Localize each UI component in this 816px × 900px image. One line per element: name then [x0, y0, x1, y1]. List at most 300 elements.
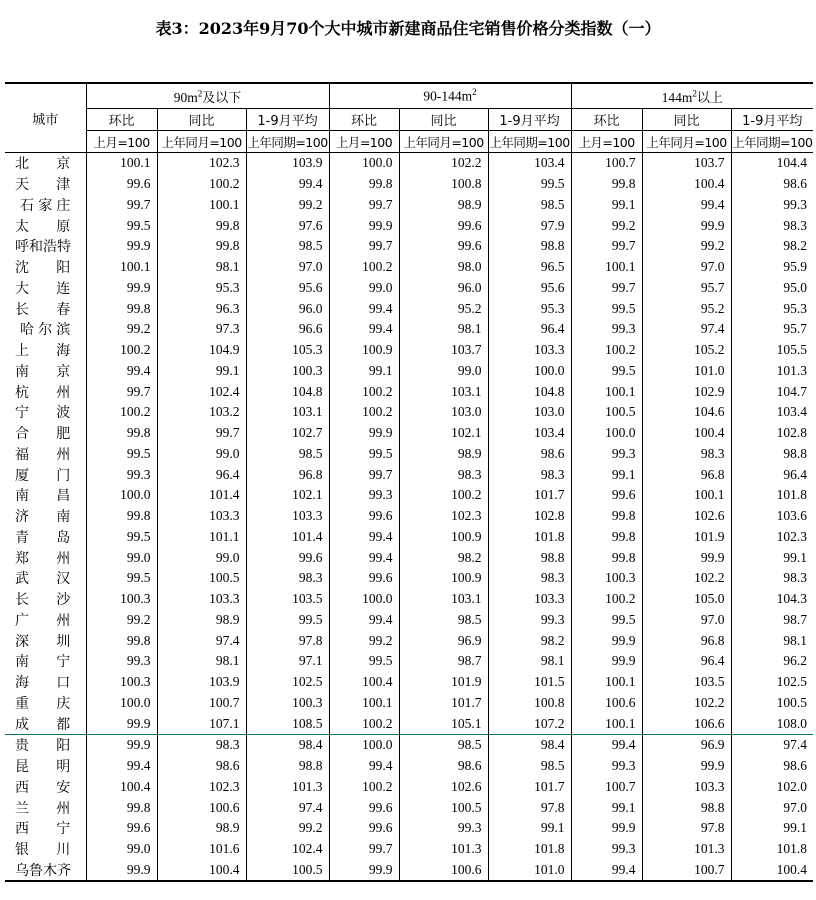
90to144-ytd-cell: 100.0: [488, 361, 571, 382]
90to144-ytd-cell: 101.7: [488, 485, 571, 506]
90to144-yoy-cell: 102.6: [399, 777, 488, 798]
prev-year-period-base-label: 上年同期=100: [488, 131, 571, 153]
90to144-yoy-cell: 101.7: [399, 693, 488, 714]
under90-mom-cell: 99.8: [86, 797, 157, 818]
under90-mom-cell: 100.0: [86, 693, 157, 714]
table-row: [5, 672, 813, 693]
under90-ytd-cell: 99.2: [246, 818, 329, 839]
over144-ytd-cell: 104.4: [731, 153, 813, 174]
90to144-mom-cell: 99.7: [329, 195, 399, 216]
group-label-sup: 2: [472, 87, 477, 98]
90to144-mom-cell: 99.4: [329, 610, 399, 631]
over144-ytd-cell: 102.5: [731, 672, 813, 693]
under90-mom-cell: 100.4: [86, 777, 157, 798]
under90-ytd-cell: 97.1: [246, 651, 329, 672]
90to144-ytd-cell: 98.1: [488, 651, 571, 672]
under90-mom-cell: 99.4: [86, 756, 157, 777]
over144-mom-cell: 99.3: [571, 444, 642, 465]
city-cell: [5, 423, 98, 444]
90to144-mom-cell: 100.0: [329, 735, 399, 756]
under90-mom-cell: 99.7: [86, 381, 157, 402]
under90-mom-cell: 99.8: [86, 630, 157, 651]
city-cell: [5, 153, 98, 174]
city-cell: [5, 174, 98, 195]
under90-yoy-cell: 103.9: [157, 672, 246, 693]
table-row: [5, 236, 813, 257]
city-name: 哈尔滨: [20, 322, 75, 339]
city-cell: [5, 257, 98, 278]
city-cell: [5, 797, 98, 818]
city-cell: [5, 610, 98, 631]
group-label: 90-144m: [423, 88, 473, 104]
city-cell: [5, 568, 98, 589]
over144-mom-cell: 100.7: [571, 153, 642, 174]
over144-ytd-cell: 103.6: [731, 506, 813, 527]
under90-yoy-cell: 98.6: [157, 756, 246, 777]
under90-ytd-cell: 98.5: [246, 444, 329, 465]
table-row: [5, 610, 813, 631]
table-row: [5, 630, 813, 651]
city-cell: [5, 777, 98, 798]
group-label-sup: 2: [692, 88, 697, 98]
90to144-yoy-cell: 98.3: [399, 464, 488, 485]
over144-ytd-cell: 104.7: [731, 381, 813, 402]
under90-yoy-cell: 107.1: [157, 713, 246, 734]
under90-ytd-cell: 105.3: [246, 340, 329, 361]
90to144-mom-cell: 99.2: [329, 630, 399, 651]
90to144-mom-cell: 99.9: [329, 423, 399, 444]
under90-mom-cell: 99.8: [86, 506, 157, 527]
under90-ytd-cell: 97.4: [246, 797, 329, 818]
city-name: 昆明: [15, 759, 98, 776]
90to144-ytd-cell: 100.8: [488, 693, 571, 714]
90to144-ytd-cell: 101.8: [488, 839, 571, 860]
under90-mom-cell: 99.6: [86, 174, 157, 195]
over144-mom-cell: 99.1: [571, 195, 642, 216]
90to144-mom-cell: 99.4: [329, 547, 399, 568]
90to144-ytd-cell: 101.0: [488, 860, 571, 882]
90to144-mom-cell: 99.6: [329, 797, 399, 818]
city-name: 西安: [15, 779, 98, 796]
90to144-mom-cell: 99.4: [329, 527, 399, 548]
city-name: 成都: [15, 716, 98, 733]
90to144-mom-cell: 100.1: [329, 693, 399, 714]
90to144-ytd-cell: 98.4: [488, 735, 571, 756]
90to144-mom-cell: 99.0: [329, 278, 399, 299]
city-cell: [5, 506, 98, 527]
90to144-yoy-cell: 99.6: [399, 215, 488, 236]
under90-mom-cell: 99.0: [86, 839, 157, 860]
group-label-sup: 2: [197, 88, 203, 98]
table-body: [5, 153, 813, 882]
under90-yoy-cell: 102.4: [157, 381, 246, 402]
under90-mom-cell: 99.9: [86, 236, 157, 257]
table-row: [5, 860, 813, 882]
city-name: 大连: [15, 280, 98, 297]
90to144-yoy-cell: 98.6: [399, 756, 488, 777]
over144-yoy-cell: 99.9: [642, 756, 731, 777]
over144-mom-cell: 99.8: [571, 174, 642, 195]
under90-mom-cell: 100.3: [86, 672, 157, 693]
city-name: 宁波: [15, 405, 98, 422]
under90-ytd-cell: 96.6: [246, 319, 329, 340]
90to144-mom-cell: 99.9: [329, 215, 399, 236]
over144-ytd-cell: 104.3: [731, 589, 813, 610]
city-name: 西宁: [15, 821, 98, 838]
90to144-mom-cell: 100.2: [329, 777, 399, 798]
over144-yoy-cell: 101.9: [642, 527, 731, 548]
over144-ytd-cell: 108.0: [731, 713, 813, 734]
over144-mom-cell: 99.6: [571, 485, 642, 506]
city-cell: [5, 319, 86, 340]
table-row: [5, 195, 813, 216]
90to144-mom-cell: 99.7: [329, 839, 399, 860]
over144-mom-cell: 99.4: [571, 860, 642, 882]
over144-yoy-cell: 100.4: [642, 423, 731, 444]
price-index-table: [5, 82, 813, 882]
under90-ytd-cell: 103.5: [246, 589, 329, 610]
table-row: [5, 423, 813, 444]
90to144-yoy-cell: 102.1: [399, 423, 488, 444]
table-row: [5, 797, 813, 818]
under90-ytd-cell: 103.1: [246, 402, 329, 423]
over144-yoy-cell: 102.2: [642, 693, 731, 714]
90to144-ytd-cell: 98.5: [488, 756, 571, 777]
under90-yoy-cell: 95.3: [157, 278, 246, 299]
under90-ytd-cell: 98.4: [246, 735, 329, 756]
city-cell: [5, 756, 98, 777]
90to144-yoy-cell: 101.9: [399, 672, 488, 693]
90to144-ytd-cell: 95.3: [488, 298, 571, 319]
over144-yoy-cell: 102.9: [642, 381, 731, 402]
yoy-column-header: 同比: [642, 109, 731, 131]
over144-yoy-cell: 95.7: [642, 278, 731, 299]
city-cell: [5, 361, 98, 382]
over144-yoy-cell: 101.0: [642, 361, 731, 382]
under90-yoy-cell: 97.3: [157, 319, 246, 340]
under90-yoy-cell: 99.8: [157, 236, 246, 257]
city-name: 南京: [15, 363, 98, 380]
under90-mom-cell: 100.3: [86, 589, 157, 610]
90to144-mom-cell: 99.4: [329, 319, 399, 340]
under90-mom-cell: 99.9: [86, 860, 157, 882]
under90-yoy-cell: 99.7: [157, 423, 246, 444]
90to144-yoy-cell: 100.5: [399, 797, 488, 818]
over144-yoy-cell: 96.4: [642, 651, 731, 672]
city-cell: [5, 818, 98, 839]
90to144-mom-cell: 100.9: [329, 340, 399, 361]
group-label-suffix: 以上: [696, 90, 723, 106]
under90-yoy-cell: 98.9: [157, 818, 246, 839]
90to144-ytd-cell: 98.8: [488, 547, 571, 568]
group-header-over-144: [571, 83, 813, 109]
over144-ytd-cell: 95.9: [731, 257, 813, 278]
city-name: 福州: [15, 446, 98, 463]
over144-mom-cell: 99.2: [571, 215, 642, 236]
under90-mom-cell: 99.3: [86, 464, 157, 485]
under90-mom-cell: 99.5: [86, 444, 157, 465]
90to144-yoy-cell: 98.2: [399, 547, 488, 568]
under90-yoy-cell: 100.7: [157, 693, 246, 714]
city-name: 上海: [15, 343, 98, 360]
90to144-yoy-cell: 103.0: [399, 402, 488, 423]
under90-ytd-cell: 102.1: [246, 485, 329, 506]
90to144-mom-cell: 99.8: [329, 174, 399, 195]
under90-ytd-cell: 99.5: [246, 610, 329, 631]
over144-mom-cell: 99.8: [571, 547, 642, 568]
yoy-column-header: 同比: [399, 109, 488, 131]
90to144-ytd-cell: 98.3: [488, 568, 571, 589]
table-row: [5, 756, 813, 777]
over144-ytd-cell: 100.5: [731, 693, 813, 714]
over144-ytd-cell: 97.0: [731, 797, 813, 818]
table-row: [5, 713, 813, 734]
over144-ytd-cell: 95.3: [731, 298, 813, 319]
under90-mom-cell: 99.3: [86, 651, 157, 672]
table-row: [5, 381, 813, 402]
over144-ytd-cell: 99.1: [731, 818, 813, 839]
over144-ytd-cell: 95.0: [731, 278, 813, 299]
under90-yoy-cell: 103.3: [157, 589, 246, 610]
yoy-column-header: 同比: [157, 109, 246, 131]
table-header: [5, 83, 813, 153]
group-label: 144m: [661, 89, 693, 105]
under90-yoy-cell: 99.1: [157, 361, 246, 382]
under90-mom-cell: 99.0: [86, 547, 157, 568]
90to144-ytd-cell: 96.4: [488, 319, 571, 340]
over144-yoy-cell: 97.8: [642, 818, 731, 839]
under90-mom-cell: 99.4: [86, 361, 157, 382]
over144-yoy-cell: 106.6: [642, 713, 731, 734]
city-cell: [5, 195, 86, 216]
under90-yoy-cell: 103.2: [157, 402, 246, 423]
city-name: 济南: [15, 509, 98, 526]
city-column-header: 城市: [5, 83, 86, 153]
under90-ytd-cell: 95.6: [246, 278, 329, 299]
group-label: 90m: [173, 89, 198, 105]
90to144-mom-cell: 100.2: [329, 381, 399, 402]
90to144-ytd-cell: 99.3: [488, 610, 571, 631]
over144-ytd-cell: 98.3: [731, 568, 813, 589]
city-cell: [5, 547, 98, 568]
table-row: [5, 174, 813, 195]
over144-yoy-cell: 100.4: [642, 174, 731, 195]
over144-ytd-cell: 98.1: [731, 630, 813, 651]
under90-ytd-cell: 102.5: [246, 672, 329, 693]
table-row: [5, 402, 813, 423]
90to144-yoy-cell: 100.6: [399, 860, 488, 882]
table-row: [5, 340, 813, 361]
under90-mom-cell: 99.9: [86, 735, 157, 756]
over144-ytd-cell: 101.8: [731, 485, 813, 506]
city-name: 乌鲁木齐: [15, 862, 71, 879]
90to144-yoy-cell: 95.2: [399, 298, 488, 319]
90to144-yoy-cell: 99.6: [399, 236, 488, 257]
city-cell: [5, 402, 98, 423]
over144-mom-cell: 99.9: [571, 651, 642, 672]
table-row: [5, 444, 813, 465]
city-name: 合肥: [15, 426, 98, 443]
under90-ytd-cell: 103.3: [246, 506, 329, 527]
under90-ytd-cell: 99.4: [246, 174, 329, 195]
over144-yoy-cell: 96.9: [642, 735, 731, 756]
prev-year-month-base-label: 上年同月=100: [642, 131, 731, 153]
90to144-mom-cell: 99.9: [329, 860, 399, 882]
over144-yoy-cell: 103.5: [642, 672, 731, 693]
90to144-ytd-cell: 103.4: [488, 153, 571, 174]
over144-mom-cell: 100.2: [571, 589, 642, 610]
90to144-ytd-cell: 103.3: [488, 340, 571, 361]
under90-yoy-cell: 101.1: [157, 527, 246, 548]
over144-ytd-cell: 97.4: [731, 735, 813, 756]
under90-yoy-cell: 101.4: [157, 485, 246, 506]
90to144-yoy-cell: 103.1: [399, 589, 488, 610]
mom-column-header: 环比: [571, 109, 642, 131]
over144-yoy-cell: 99.4: [642, 195, 731, 216]
under90-mom-cell: 100.1: [86, 153, 157, 174]
under90-yoy-cell: 98.1: [157, 651, 246, 672]
city-cell: [5, 485, 98, 506]
city-name: 海口: [15, 675, 98, 692]
90to144-mom-cell: 99.6: [329, 568, 399, 589]
under90-ytd-cell: 97.0: [246, 257, 329, 278]
over144-ytd-cell: 101.8: [731, 839, 813, 860]
city-name: 兰州: [15, 800, 98, 817]
over144-mom-cell: 99.8: [571, 527, 642, 548]
over144-yoy-cell: 95.2: [642, 298, 731, 319]
over144-yoy-cell: 102.2: [642, 568, 731, 589]
90to144-mom-cell: 100.2: [329, 713, 399, 734]
table-row: [5, 485, 813, 506]
over144-mom-cell: 99.5: [571, 610, 642, 631]
mom-column-header: 环比: [86, 109, 157, 131]
prev-year-period-base-label: 上年同期=100: [731, 131, 813, 153]
under90-yoy-cell: 101.6: [157, 839, 246, 860]
under90-ytd-cell: 102.7: [246, 423, 329, 444]
city-cell: [5, 464, 98, 485]
mom-column-header: 环比: [329, 109, 399, 131]
90to144-yoy-cell: 100.9: [399, 527, 488, 548]
table-row: [5, 777, 813, 798]
over144-mom-cell: 99.8: [571, 506, 642, 527]
table-row: [5, 464, 813, 485]
under90-ytd-cell: 96.8: [246, 464, 329, 485]
under90-yoy-cell: 100.2: [157, 174, 246, 195]
over144-ytd-cell: 95.7: [731, 319, 813, 340]
under90-mom-cell: 99.2: [86, 610, 157, 631]
under90-ytd-cell: 98.3: [246, 568, 329, 589]
90to144-ytd-cell: 103.4: [488, 423, 571, 444]
table-row: [5, 153, 813, 174]
under90-yoy-cell: 98.3: [157, 735, 246, 756]
city-cell: [5, 713, 98, 734]
table-row: [5, 298, 813, 319]
city-name: 石家庄: [20, 197, 75, 214]
table-row: [5, 257, 813, 278]
city-cell: [5, 444, 98, 465]
over144-yoy-cell: 100.1: [642, 485, 731, 506]
under90-yoy-cell: 100.4: [157, 860, 246, 882]
under90-yoy-cell: 98.9: [157, 610, 246, 631]
city-name: 南昌: [15, 488, 98, 505]
90to144-ytd-cell: 101.7: [488, 777, 571, 798]
city-cell: [5, 589, 98, 610]
over144-ytd-cell: 98.6: [731, 756, 813, 777]
ytd-avg-column-header: 1-9月平均: [246, 109, 329, 131]
under90-ytd-cell: 98.8: [246, 756, 329, 777]
ytd-avg-column-header: 1-9月平均: [488, 109, 571, 131]
under90-yoy-cell: 99.0: [157, 547, 246, 568]
90to144-ytd-cell: 103.0: [488, 402, 571, 423]
90to144-ytd-cell: 98.6: [488, 444, 571, 465]
under90-mom-cell: 99.5: [86, 527, 157, 548]
90to144-yoy-cell: 98.9: [399, 195, 488, 216]
ytd-avg-column-header: 1-9月平均: [731, 109, 813, 131]
90to144-yoy-cell: 100.8: [399, 174, 488, 195]
90to144-yoy-cell: 96.0: [399, 278, 488, 299]
city-name: 长沙: [15, 592, 98, 609]
under90-ytd-cell: 101.4: [246, 527, 329, 548]
90to144-mom-cell: 100.2: [329, 402, 399, 423]
city-name: 杭州: [15, 384, 98, 401]
prev-month-base-label: 上月=100: [86, 131, 157, 153]
90to144-yoy-cell: 105.1: [399, 713, 488, 734]
over144-mom-cell: 99.3: [571, 756, 642, 777]
under90-yoy-cell: 100.6: [157, 797, 246, 818]
over144-ytd-cell: 105.5: [731, 340, 813, 361]
table-row: [5, 506, 813, 527]
over144-ytd-cell: 98.7: [731, 610, 813, 631]
city-name: 天津: [15, 177, 98, 194]
over144-ytd-cell: 99.3: [731, 195, 813, 216]
over144-ytd-cell: 96.2: [731, 651, 813, 672]
under90-mom-cell: 99.2: [86, 319, 157, 340]
90to144-mom-cell: 99.6: [329, 818, 399, 839]
over144-mom-cell: 100.1: [571, 672, 642, 693]
90to144-mom-cell: 99.7: [329, 236, 399, 257]
over144-yoy-cell: 96.8: [642, 464, 731, 485]
over144-mom-cell: 99.7: [571, 278, 642, 299]
table-row: [5, 547, 813, 568]
city-cell: [5, 215, 98, 236]
over144-mom-cell: 99.9: [571, 818, 642, 839]
90to144-ytd-cell: 96.5: [488, 257, 571, 278]
over144-yoy-cell: 97.0: [642, 257, 731, 278]
90to144-yoy-cell: 98.0: [399, 257, 488, 278]
over144-ytd-cell: 100.4: [731, 860, 813, 882]
city-name: 贵阳: [15, 738, 98, 755]
under90-mom-cell: 99.8: [86, 298, 157, 319]
over144-ytd-cell: 96.4: [731, 464, 813, 485]
under90-mom-cell: 99.5: [86, 568, 157, 589]
over144-mom-cell: 100.6: [571, 693, 642, 714]
under90-mom-cell: 99.9: [86, 713, 157, 734]
under90-ytd-cell: 103.9: [246, 153, 329, 174]
city-name: 重庆: [15, 695, 98, 712]
group-header-90-144: [329, 83, 571, 109]
table-row: [5, 651, 813, 672]
90to144-ytd-cell: 98.8: [488, 236, 571, 257]
city-cell: [5, 860, 86, 882]
under90-ytd-cell: 97.8: [246, 630, 329, 651]
90to144-ytd-cell: 98.5: [488, 195, 571, 216]
table-row: [5, 589, 813, 610]
under90-mom-cell: 100.0: [86, 485, 157, 506]
prev-month-base-label: 上月=100: [329, 131, 399, 153]
under90-ytd-cell: 102.4: [246, 839, 329, 860]
over144-ytd-cell: 102.8: [731, 423, 813, 444]
90to144-ytd-cell: 107.2: [488, 713, 571, 734]
